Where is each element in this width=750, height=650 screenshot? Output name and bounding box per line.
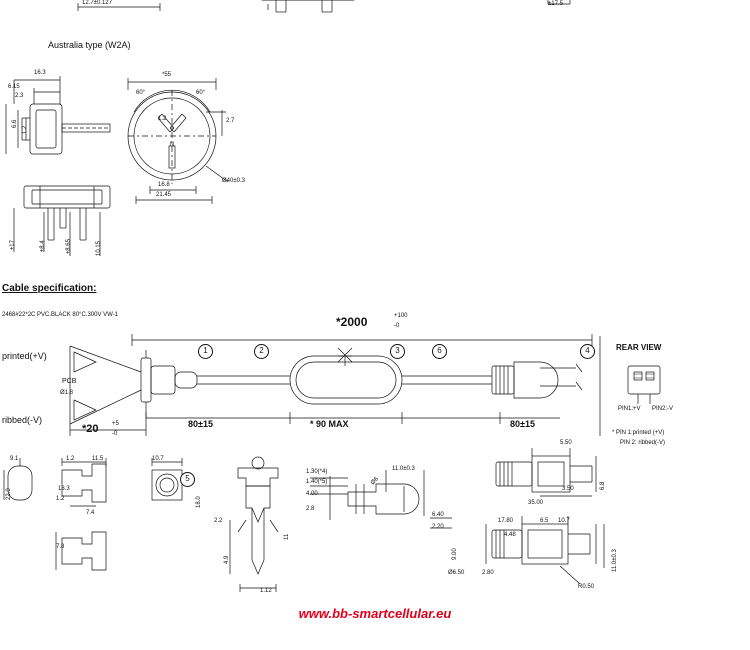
detail-dim-17-80: 17.80 <box>498 518 514 524</box>
detail-dim-2-20: 2.20 <box>432 524 444 530</box>
pin1-label: PIN1:+V <box>618 406 641 412</box>
detail-dim-18-0: 18.0 <box>196 496 202 508</box>
plug-dim-6-6: 6.6 <box>12 119 18 128</box>
split-length: *20 <box>82 423 99 435</box>
segment-mid-length: * 90 MAX <box>310 419 349 429</box>
plug-section-title: Australia type (W2A) <box>48 40 131 50</box>
pcb-diameter: Ø1.8 <box>60 390 74 396</box>
plug-dim-16-8: 16.8 <box>158 182 170 188</box>
overall-tol-minus: -0 <box>394 323 400 329</box>
detail-dim-11-0b: 11.0±0.3 <box>612 549 618 572</box>
detail-dim-10-7: 10.7 <box>152 456 164 462</box>
detail-dim-2-80: 2.80 <box>482 570 494 576</box>
detail-dim-35-00: 35.00 <box>528 500 544 506</box>
plug-dim-1-2b: 1.2 <box>158 116 167 122</box>
wire-label-printed: printed(+V) <box>2 351 47 361</box>
overall-tol-plus: +100 <box>394 313 408 319</box>
plug-dim-16-3: 16.3 <box>34 70 46 76</box>
detail-dim-4-00: 4.00 <box>306 491 318 497</box>
plug-dim-1-2: 1.2 <box>22 125 28 134</box>
detail-dim-10-7b: 10.7 <box>558 518 570 524</box>
top-left-dimension: 12.7±0.127 <box>82 0 112 6</box>
wire-label-ribbed: ribbed(-V) <box>2 415 43 425</box>
top-right-dimension: ±17.5 <box>548 1 563 7</box>
split-tol-plus: +5 <box>112 421 119 427</box>
plug-dim-dia40: Ø40±0.3 <box>222 178 245 184</box>
detail-dim-1-40: 1.40(*5) <box>306 479 328 485</box>
pin-note-2: PIN 2: ribbed(-V) <box>620 440 666 446</box>
detail-dim-7-8: 7.8 <box>56 544 65 550</box>
detail-dim-11-0: 11.0±0.3 <box>392 466 415 472</box>
split-tol-minus: -0 <box>112 431 118 437</box>
detail-dim-9-00: 9.00 <box>452 548 458 560</box>
detail-dim-3-50: 3.50 <box>562 486 574 492</box>
detail-dim-5-50: 5.50 <box>560 440 572 446</box>
detail-dim-1-12: 1.12 <box>260 588 272 594</box>
detail-dim-7-4: 7.4 <box>86 510 95 516</box>
detail-dim-22-0: 22.0 <box>6 488 12 500</box>
detail-dim-1-2: 1.2 <box>66 456 75 462</box>
pin-note-1: * PIN 1:printed (+V) <box>612 430 665 436</box>
callout-4: 4 <box>580 344 595 359</box>
plug-dim-10-15: 10.15 <box>96 240 102 256</box>
detail-dim-11-5: 11.5 <box>92 456 104 462</box>
site-watermark: www.bb-smartcellular.eu <box>298 606 452 621</box>
detail-dim-dia6-50: Ø6.50 <box>448 570 465 576</box>
detail-dim-6-5: 6.5 <box>540 518 549 524</box>
pcb-label: PCB <box>62 378 77 385</box>
plug-dim-8-4: ±8.4 <box>40 240 46 252</box>
callout-1: 1 <box>198 344 213 359</box>
detail-dim-1-2b: 1.2 <box>56 496 65 502</box>
plug-dim-8-65: ±8.65 <box>66 239 72 254</box>
segment-left-length: 80±15 <box>188 419 213 429</box>
plug-dim-55: *55 <box>162 72 172 78</box>
plug-angle-left: 60° <box>136 90 146 96</box>
detail-dim-1-30: 1.30(*4) <box>306 469 328 475</box>
callout-3: 3 <box>390 344 405 359</box>
overall-length: *2000 <box>336 315 368 329</box>
plug-dim-2-3: 2.3 <box>15 93 24 99</box>
detail-dim-dia6: Ø6 <box>370 476 380 487</box>
detail-dim-6-8: 6.8 <box>600 481 606 490</box>
detail-dim-11: 11 <box>284 533 290 540</box>
callout-2: 2 <box>254 344 269 359</box>
detail-dim-4-48: 4.48 <box>504 532 516 538</box>
detail-dim-9-1: 9.1 <box>10 456 19 462</box>
callout-5: 5 <box>180 472 195 487</box>
rear-view-label: REAR VIEW <box>616 343 662 352</box>
plug-neutral-marking: N <box>170 142 175 148</box>
detail-dim-13-3: 13.3 <box>58 486 70 492</box>
detail-dim-r0-50: R0.50 <box>578 584 595 590</box>
plug-angle-right: 60° <box>196 90 206 96</box>
cable-spec-text: 2468#22*2C PVC.BLACK 80°C.300V VW-1 <box>2 312 119 318</box>
plug-dim-6-15: 6.15 <box>8 84 20 90</box>
cable-section-title: Cable specification: <box>2 283 97 294</box>
detail-dim-6-40: 6.40 <box>432 512 444 518</box>
pin2-label: PIN2:-V <box>652 406 674 412</box>
detail-dim-2-2: 2.2 <box>214 518 223 524</box>
segment-right-length: 80±15 <box>510 419 535 429</box>
plug-dim-21-45: 21.45 <box>156 192 172 198</box>
plug-dim-17: ±17 <box>10 240 16 250</box>
detail-dim-4-9: 4.9 <box>224 555 230 564</box>
detail-dim-2-8: 2.8 <box>306 506 315 512</box>
plug-dim-2-7: 2.7 <box>226 118 235 124</box>
callout-6: 6 <box>432 344 447 359</box>
